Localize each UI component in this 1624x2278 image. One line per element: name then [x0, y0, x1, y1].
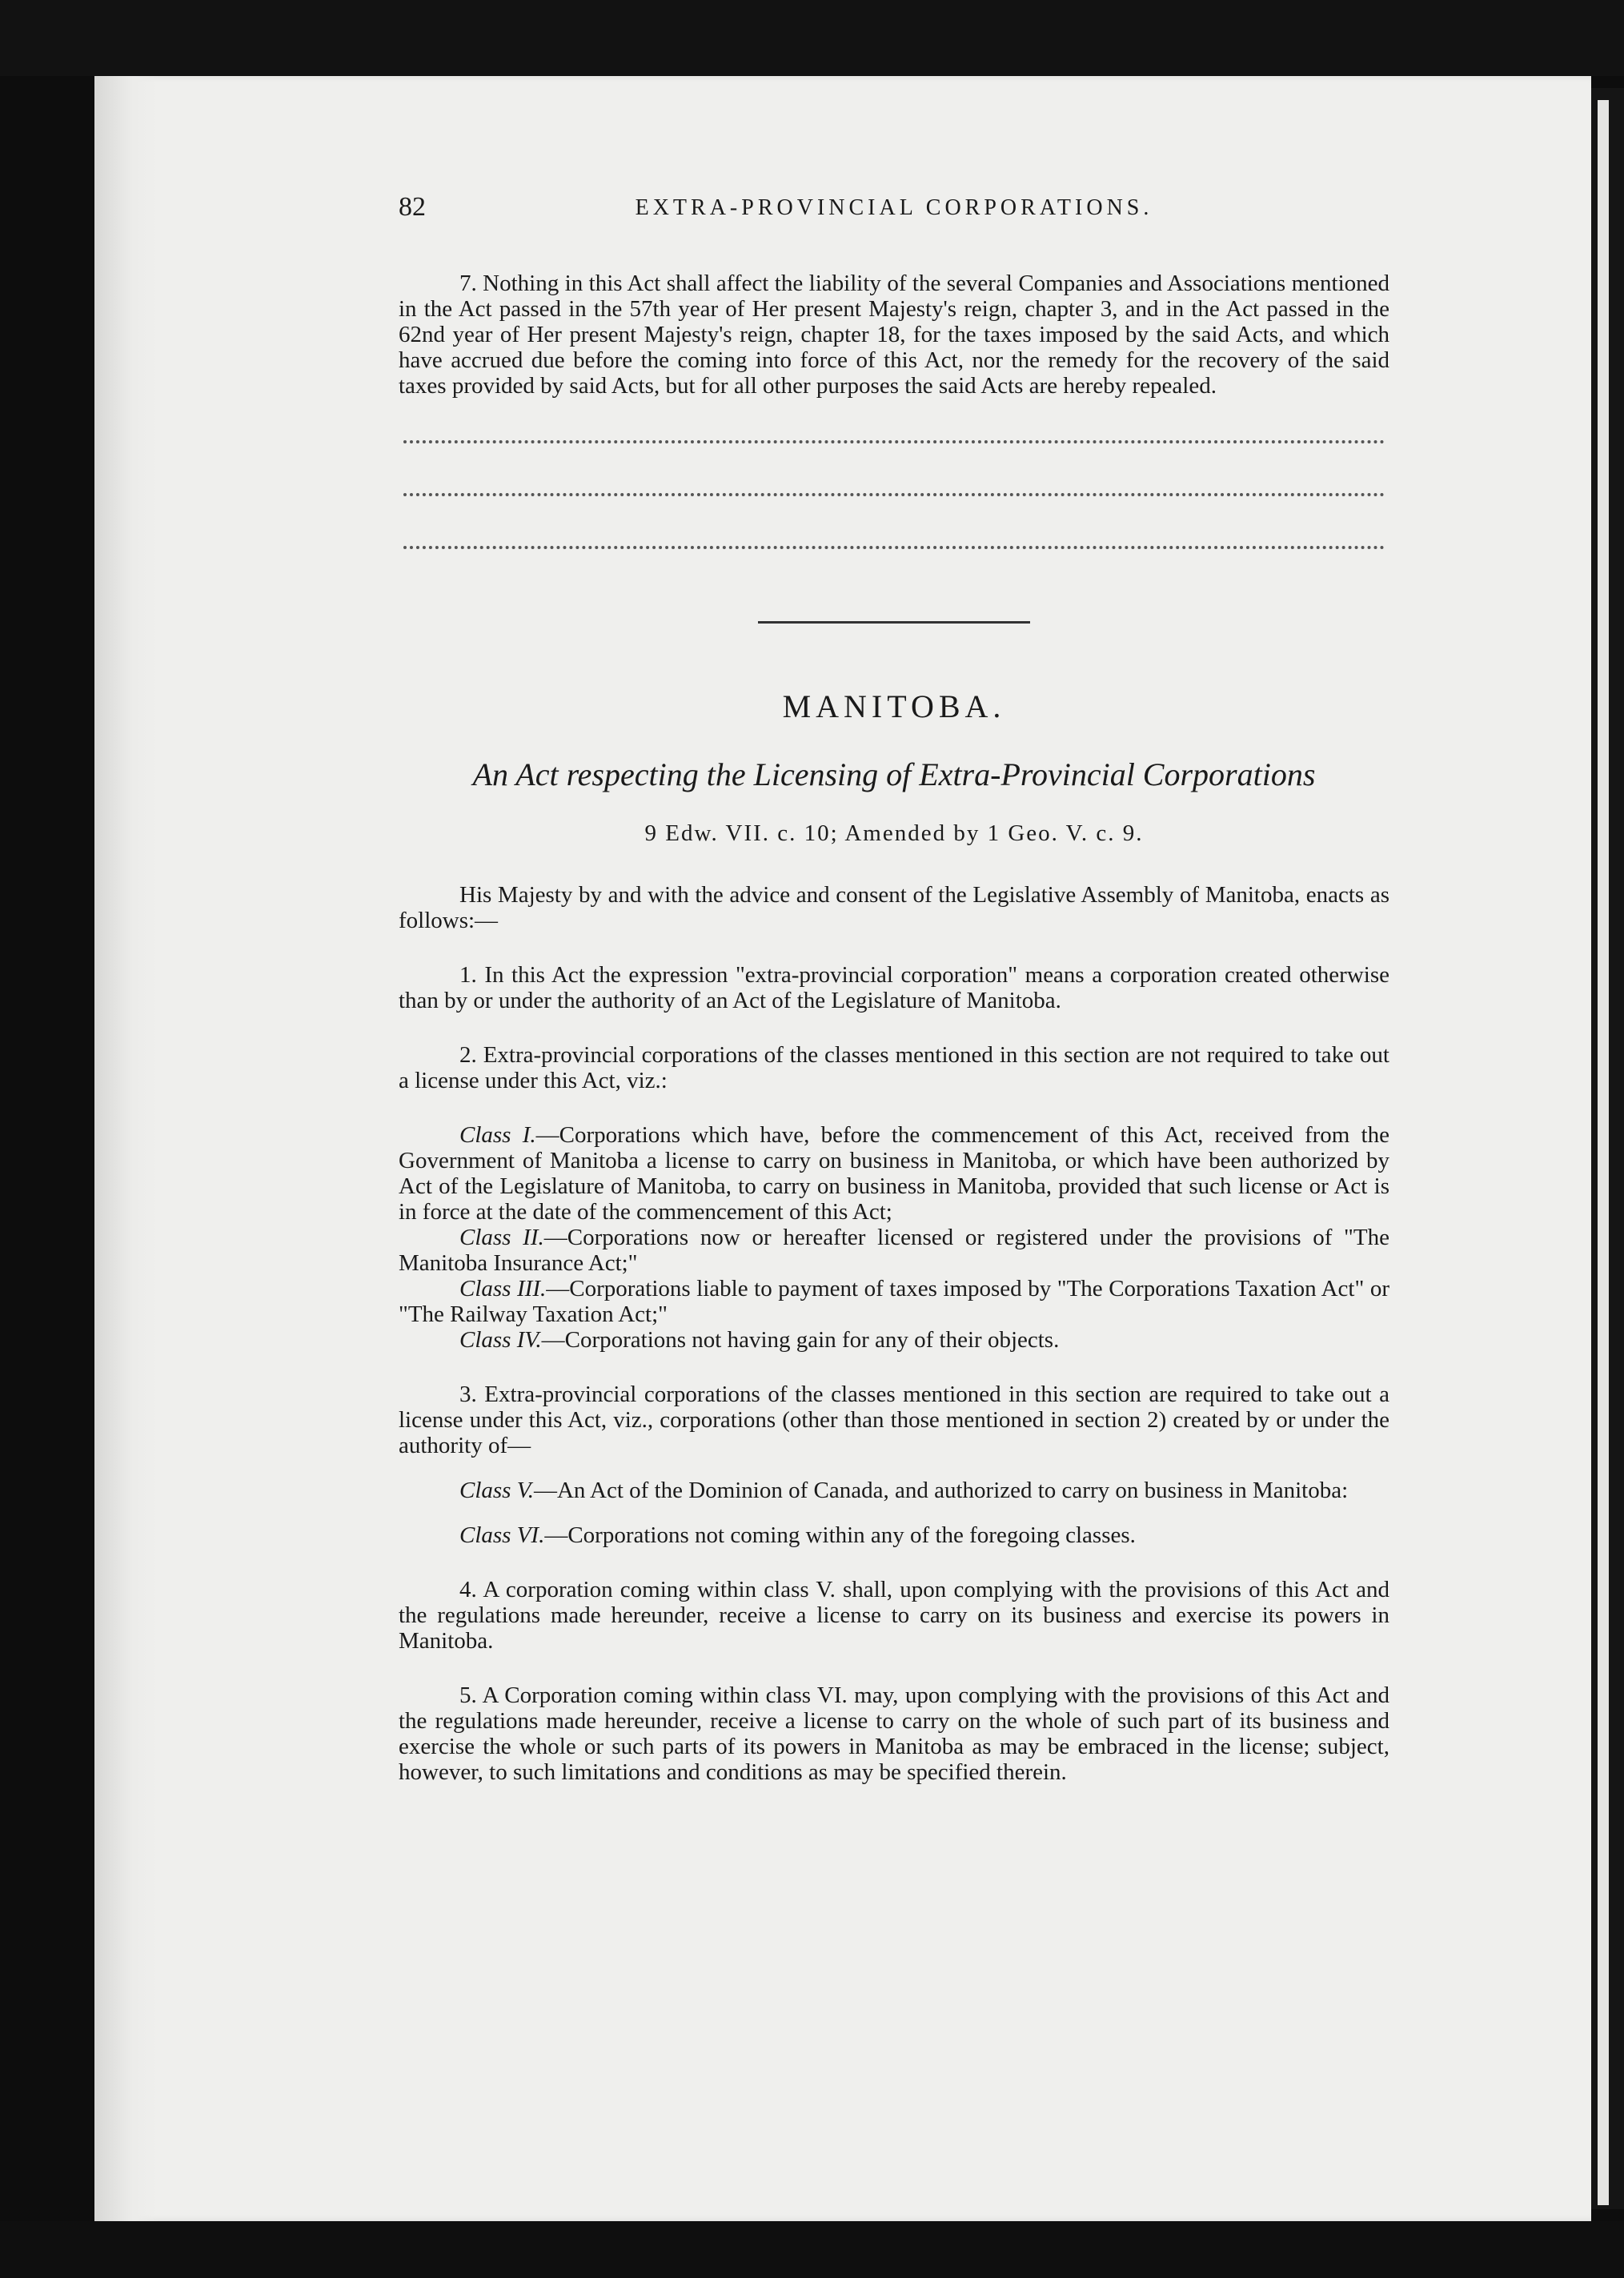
page-number: 82 [399, 192, 426, 222]
section-2-paragraph: 2. Extra-provincial corporations of the classes mentioned in this section are not required to take out a license under this Act, viz.: [399, 1042, 1389, 1093]
adjacent-page-edge [1598, 100, 1609, 2205]
province-heading: MANITOBA. [782, 688, 1006, 724]
class-v-paragraph [399, 1478, 1389, 1503]
class-iii-paragraph [399, 1276, 1389, 1327]
section-3-paragraph: 3. Extra-provincial corporations of the classes mentioned in this section are required to take out a license under this Act, viz., corporations (other than those mentioned in section 2) created by or under the authority of— [399, 1382, 1389, 1458]
running-head [399, 192, 1389, 224]
class-vi-label: Class VI. [459, 1522, 545, 1548]
class-iv-label: Class IV. [459, 1327, 542, 1353]
class-v-text: —An Act of the Dominion of Canada, and authorized to carry on business in Manitoba: [533, 1478, 1349, 1503]
statute-citation: 9 Edw. VII. c. 10; Amended by 1 Geo. V. c. 9. [644, 820, 1144, 846]
class-i-paragraph [399, 1122, 1389, 1225]
section-4-paragraph: 4. A corporation coming within class V. shall, upon complying with the provisions of this Act and the regulations made hereunder, receive a license to carry on its business and exercise its powers in Manitoba. [399, 1577, 1389, 1654]
omission-dotted-line [403, 546, 1385, 549]
omission-dotted-line [403, 493, 1385, 496]
enacting-clause: His Majesty by and with the advice and consent of the Legislative Assembly of Manitoba, enacts as follows:— [399, 882, 1389, 933]
class-iv-text: —Corporations not having gain for any of their objects. [541, 1327, 1060, 1353]
class-ii-label: Class II. [459, 1225, 544, 1250]
class-iv-paragraph [399, 1327, 1389, 1353]
class-i-text: —Corporations which have, before the commencement of this Act, received from the Government of Manitoba a license to carry on business in Manitoba, or which have been authorized by Act of the Legislature of Manitoba, to carry on business in Manitoba, provided that such license or Act is in force at the date of the commencement of this Act; [399, 1122, 1389, 1225]
class-ii-text: —Corporations now or hereafter licensed or registered under the provisions of "The Manitoba Insurance Act;" [399, 1225, 1389, 1276]
class-vi-text: —Corporations not coming within any of the foregoing classes. [544, 1522, 1136, 1548]
scan-background-bottom [0, 2221, 1624, 2278]
section-5-paragraph: 5. A Corporation coming within class VI. may, upon complying with the provisions of this Act and the regulations made hereunder, receive a license to carry on the whole of such part of its business and exercise the whole or such parts of its powers in Manitoba as may be embraced in the license; subject, however, to such limitations and conditions as may be specified therein. [399, 1682, 1389, 1785]
class-iii-label: Class III. [459, 1276, 547, 1301]
section-7-paragraph: 7. Nothing in this Act shall affect the liability of the several Companies and Associations mentioned in the Act passed in the 57th year of Her present Majesty's reign, chapter 3, and in the Act passed in the 62nd year of Her present Majesty's reign, chapter 18, for the taxes imposed by the said Acts, and which have accrued due before the coming into force of this Act, nor the remedy for the recovery of the said taxes provided by said Acts, but for all other purposes the said Acts are hereby repealed. [399, 271, 1389, 399]
class-ii-paragraph [399, 1225, 1389, 1276]
page-content [399, 192, 1389, 1785]
class-iii-text: —Corporations liable to payment of taxes imposed by "The Corporations Taxation Act" or "The Railway Taxation Act;" [399, 1276, 1389, 1327]
scan-background-top [0, 0, 1624, 76]
class-i-label: Class I. [459, 1122, 536, 1148]
act-title: An Act respecting the Licensing of Extra-Provincial Corporations [472, 756, 1316, 792]
section-divider-rule [758, 621, 1030, 624]
class-v-label: Class V. [459, 1478, 534, 1503]
page-binding-shadow [94, 76, 158, 2221]
running-title: EXTRA-PROVINCIAL CORPORATIONS. [635, 195, 1153, 220]
section-1-paragraph: 1. In this Act the expression "extra-provincial corporation" means a corporation created otherwise than by or under the authority of an Act of the Legislature of Manitoba. [399, 962, 1389, 1013]
omission-dotted-line [403, 440, 1385, 443]
class-vi-paragraph [399, 1522, 1389, 1548]
